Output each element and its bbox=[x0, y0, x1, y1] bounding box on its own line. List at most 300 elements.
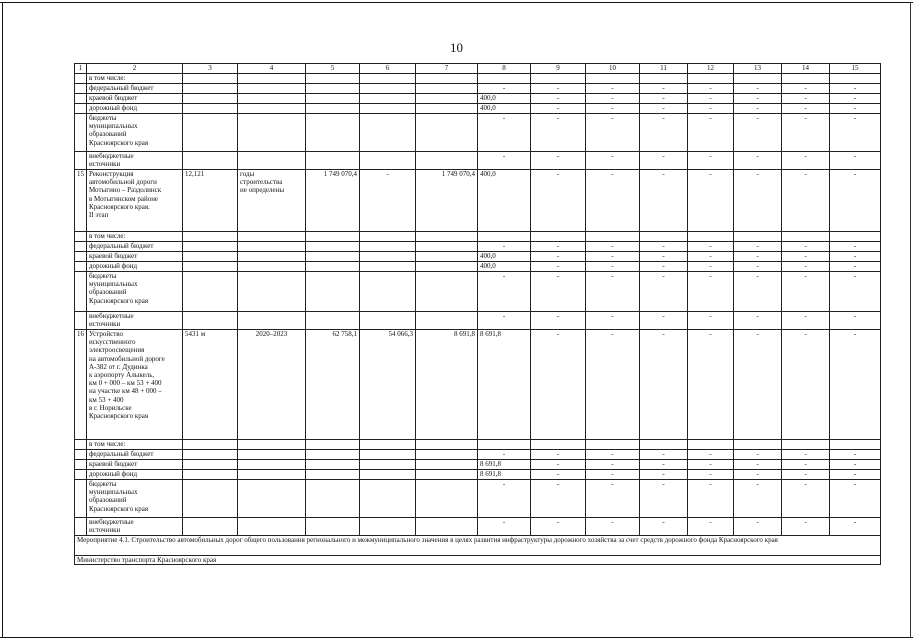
cell-col-3 bbox=[183, 84, 238, 94]
cell-col-13: - bbox=[734, 460, 782, 470]
cell-col-1 bbox=[75, 440, 87, 450]
cell-col-4 bbox=[238, 272, 306, 312]
cell-col-10: - bbox=[586, 152, 640, 170]
cell-col-7 bbox=[416, 312, 478, 330]
block16-regional-row bbox=[75, 460, 881, 470]
cell-col-5 bbox=[306, 114, 360, 152]
cell-col-13: - bbox=[734, 312, 782, 330]
cell-col-9: - bbox=[531, 330, 586, 440]
cell-col-6 bbox=[360, 74, 416, 84]
cell-col-2: краевой бюджет bbox=[87, 94, 183, 104]
block14-municipal-row bbox=[75, 114, 881, 152]
block15-federal-row bbox=[75, 242, 881, 252]
cell-col-11 bbox=[640, 440, 688, 450]
cell-col-11: - bbox=[640, 252, 688, 262]
cell-col-14: - bbox=[782, 450, 830, 460]
cell-col-13: - bbox=[734, 450, 782, 460]
cell-col-11: - bbox=[640, 470, 688, 480]
cell-col-3 bbox=[183, 114, 238, 152]
cell-col-14: - bbox=[782, 170, 830, 232]
cell-col-11: 11 bbox=[640, 64, 688, 74]
cell-col-8: - bbox=[478, 114, 531, 152]
block15-road-fund-row bbox=[75, 262, 881, 272]
cell-col-8: - bbox=[478, 450, 531, 460]
cell-col-6 bbox=[360, 262, 416, 272]
cell-col-13 bbox=[734, 440, 782, 450]
cell-col-13: - bbox=[734, 84, 782, 94]
cell-col-9: - bbox=[531, 262, 586, 272]
ministry-row bbox=[75, 556, 881, 565]
cell-col-6 bbox=[360, 104, 416, 114]
object-16-row bbox=[75, 330, 881, 440]
cell-col-9: - bbox=[531, 152, 586, 170]
cell-col-11: - bbox=[640, 152, 688, 170]
cell-col-11 bbox=[640, 74, 688, 84]
block15-offbudget-row bbox=[75, 312, 881, 330]
cell-col-6 bbox=[360, 114, 416, 152]
cell-col-1 bbox=[75, 152, 87, 170]
cell-col-8: 8 691,8 bbox=[478, 460, 531, 470]
cell-col-5 bbox=[306, 470, 360, 480]
cell-col-11: - bbox=[640, 242, 688, 252]
cell-col-12: - bbox=[688, 460, 734, 470]
cell-col-3 bbox=[183, 262, 238, 272]
cell-col-6 bbox=[360, 460, 416, 470]
cell-col-2: 2 bbox=[87, 64, 183, 74]
cell-col-13: - bbox=[734, 104, 782, 114]
cell-col-12: - bbox=[688, 262, 734, 272]
cell-col-12: - bbox=[688, 84, 734, 94]
cell-col-7 bbox=[416, 460, 478, 470]
cell-col-14: - bbox=[782, 272, 830, 312]
cell-col-12: 12 bbox=[688, 64, 734, 74]
cell-col-12: - bbox=[688, 94, 734, 104]
cell-col-9: - bbox=[531, 272, 586, 312]
cell-col-1 bbox=[75, 262, 87, 272]
cell-col-9: - bbox=[531, 242, 586, 252]
cell-col-2: внебюджетные источники bbox=[87, 518, 183, 536]
cell-col-10: - bbox=[586, 312, 640, 330]
cell-col-10: - bbox=[586, 480, 640, 518]
cell-col-9: - bbox=[531, 480, 586, 518]
cell-col-15 bbox=[830, 232, 881, 242]
cell-col-1: 16 bbox=[75, 330, 87, 440]
cell-col-4 bbox=[238, 480, 306, 518]
cell-col-12 bbox=[688, 440, 734, 450]
cell-col-4 bbox=[238, 94, 306, 104]
cell-col-6 bbox=[360, 84, 416, 94]
block16-federal-row bbox=[75, 450, 881, 460]
cell-col-5 bbox=[306, 518, 360, 536]
cell-col-3 bbox=[183, 252, 238, 262]
cell-col-15: - bbox=[830, 152, 881, 170]
cell-col-15: - bbox=[830, 84, 881, 94]
cell-col-9: - bbox=[531, 170, 586, 232]
cell-col-5: 1 749 070,4 bbox=[306, 170, 360, 232]
cell-col-8: - bbox=[478, 480, 531, 518]
cell-col-12: - bbox=[688, 252, 734, 262]
cell-col-7 bbox=[416, 252, 478, 262]
cell-col-14: - bbox=[782, 312, 830, 330]
cell-col-2: краевой бюджет bbox=[87, 252, 183, 262]
cell-col-10: - bbox=[586, 94, 640, 104]
cell-col-12: - bbox=[688, 242, 734, 252]
cell-col-15: - bbox=[830, 262, 881, 272]
cell-col-3 bbox=[183, 450, 238, 460]
header-row bbox=[75, 64, 881, 74]
cell-col-9 bbox=[531, 232, 586, 242]
cell-col-9: - bbox=[531, 114, 586, 152]
cell-col-3 bbox=[183, 440, 238, 450]
cell-col-1 bbox=[75, 242, 87, 252]
cell-col-4 bbox=[238, 252, 306, 262]
measure-row bbox=[75, 536, 881, 556]
cell-col-15: 15 bbox=[830, 64, 881, 74]
cell-col-4 bbox=[238, 312, 306, 330]
cell-col-5 bbox=[306, 272, 360, 312]
cell-col-15: - bbox=[830, 272, 881, 312]
cell-col-4 bbox=[238, 242, 306, 252]
cell-col-3 bbox=[183, 74, 238, 84]
cell-col-5 bbox=[306, 84, 360, 94]
cell-col-14: - bbox=[782, 470, 830, 480]
cell-col-6 bbox=[360, 518, 416, 536]
cell-col-15 bbox=[830, 74, 881, 84]
cell-col-1 bbox=[75, 84, 87, 94]
cell-col-6 bbox=[360, 470, 416, 480]
cell-col-7 bbox=[416, 104, 478, 114]
cell-col-2: внебюджетные источники bbox=[87, 152, 183, 170]
cell-col-4 bbox=[238, 114, 306, 152]
cell-col-1: 1 bbox=[75, 64, 87, 74]
cell-col-15: - bbox=[830, 170, 881, 232]
cell-col-9: - bbox=[531, 84, 586, 94]
cell-col-5 bbox=[306, 440, 360, 450]
cell-col-1 bbox=[75, 104, 87, 114]
cell-col-7: 8 691,8 bbox=[416, 330, 478, 440]
cell-col-12: - bbox=[688, 170, 734, 232]
cell-col-9: - bbox=[531, 252, 586, 262]
cell-col-9: 9 bbox=[531, 64, 586, 74]
block14-road-fund-row bbox=[75, 104, 881, 114]
cell-col-12: - bbox=[688, 152, 734, 170]
cell-col-3 bbox=[183, 232, 238, 242]
cell-col-10: - bbox=[586, 272, 640, 312]
cell-col-12: - bbox=[688, 114, 734, 152]
cell-col-15: - bbox=[830, 470, 881, 480]
cell-col-6: 6 bbox=[360, 64, 416, 74]
cell-col-5 bbox=[306, 104, 360, 114]
cell-col-10: - bbox=[586, 330, 640, 440]
cell-col-11: - bbox=[640, 114, 688, 152]
cell-col-13: - bbox=[734, 170, 782, 232]
cell-col-13: - bbox=[734, 114, 782, 152]
cell-col-4 bbox=[238, 262, 306, 272]
cell-col-1 bbox=[75, 518, 87, 536]
cell-col-8: 8 691,8 bbox=[478, 330, 531, 440]
cell-col-5 bbox=[306, 74, 360, 84]
cell-col-2: бюджеты муниципальных образований Красноярского края bbox=[87, 272, 183, 312]
cell-col-7: 1 749 070,4 bbox=[416, 170, 478, 232]
cell-col-2: в том числе: bbox=[87, 74, 183, 84]
cell-col-10: - bbox=[586, 242, 640, 252]
cell-col-6 bbox=[360, 450, 416, 460]
cell-col-4 bbox=[238, 74, 306, 84]
block14-incl-row bbox=[75, 74, 881, 84]
page-number: 10 bbox=[450, 40, 463, 55]
cell-col-13: - bbox=[734, 262, 782, 272]
cell-col-15: - bbox=[830, 312, 881, 330]
cell-col-15: - bbox=[830, 104, 881, 114]
cell-col-6 bbox=[360, 232, 416, 242]
block15-regional-row bbox=[75, 252, 881, 262]
cell-col-12 bbox=[688, 232, 734, 242]
cell-col-1 bbox=[75, 252, 87, 262]
cell-col-5 bbox=[306, 480, 360, 518]
cell-col-1 bbox=[75, 312, 87, 330]
cell-col-8: - bbox=[478, 152, 531, 170]
cell-col-8: 400,0 bbox=[478, 262, 531, 272]
cell-col-3 bbox=[183, 460, 238, 470]
cell-col-12: - bbox=[688, 330, 734, 440]
cell-col-1 bbox=[75, 470, 87, 480]
cell-col-15: - bbox=[830, 480, 881, 518]
scan-border-left bbox=[2, 2, 3, 638]
cell-col-2: внебюджетные источники bbox=[87, 312, 183, 330]
block16-road-fund-row bbox=[75, 470, 881, 480]
block14-federal-row bbox=[75, 84, 881, 94]
cell-col-2: Реконструкция автомобильной дороги Мотыгино – Раздолинск в Мотыгинском районе Красноярского края. II этап bbox=[87, 170, 183, 232]
cell-col-9: - bbox=[531, 470, 586, 480]
block14-offbudget-row bbox=[75, 152, 881, 170]
cell-col-7 bbox=[416, 232, 478, 242]
cell-col-10: - bbox=[586, 450, 640, 460]
cell-col-14: - bbox=[782, 518, 830, 536]
scan-border-top bbox=[0, 2, 913, 3]
cell-col-2: дорожный фонд bbox=[87, 470, 183, 480]
cell-col-15: - bbox=[830, 242, 881, 252]
cell-col-3 bbox=[183, 94, 238, 104]
cell-col-8: 400,0 bbox=[478, 252, 531, 262]
cell-col-11: - bbox=[640, 312, 688, 330]
cell-col-1 bbox=[75, 272, 87, 312]
cell-col-14: - bbox=[782, 480, 830, 518]
cell-col-7 bbox=[416, 480, 478, 518]
cell-col-9 bbox=[531, 74, 586, 84]
cell-col-6: 54 066,3 bbox=[360, 330, 416, 440]
cell-col-8: 8 bbox=[478, 64, 531, 74]
cell-col-11: - bbox=[640, 460, 688, 470]
cell-col-2: федеральный бюджет bbox=[87, 242, 183, 252]
cell-col-2: в том числе: bbox=[87, 232, 183, 242]
cell-col-5 bbox=[306, 460, 360, 470]
cell-col-14: - bbox=[782, 262, 830, 272]
cell-col-9: - bbox=[531, 460, 586, 470]
cell-col-3 bbox=[183, 312, 238, 330]
cell-col-10: - bbox=[586, 518, 640, 536]
cell-col-5: 5 bbox=[306, 64, 360, 74]
cell-col-8: 8 691,8 bbox=[478, 470, 531, 480]
cell-col-13: 13 bbox=[734, 64, 782, 74]
cell-col-4 bbox=[238, 518, 306, 536]
cell-col-13: - bbox=[734, 152, 782, 170]
cell-col-12: - bbox=[688, 470, 734, 480]
cell-col-5: 62 758,1 bbox=[306, 330, 360, 440]
cell-col-6 bbox=[360, 252, 416, 262]
cell-col-8 bbox=[478, 74, 531, 84]
cell-col-12: - bbox=[688, 272, 734, 312]
cell-col-14: - bbox=[782, 330, 830, 440]
cell-col-11: - bbox=[640, 518, 688, 536]
cell-col-11 bbox=[640, 232, 688, 242]
cell-col-13: - bbox=[734, 242, 782, 252]
cell-col-15: - bbox=[830, 94, 881, 104]
cell-col-10 bbox=[586, 74, 640, 84]
cell-col-10: - bbox=[586, 262, 640, 272]
cell-col-10: - bbox=[586, 84, 640, 94]
cell-col-14: - bbox=[782, 252, 830, 262]
cell-col-8 bbox=[478, 232, 531, 242]
cell-col-8: - bbox=[478, 312, 531, 330]
cell-col-1 bbox=[75, 460, 87, 470]
cell-col-1 bbox=[75, 114, 87, 152]
cell-col-2: бюджеты муниципальных образований Красноярского края bbox=[87, 114, 183, 152]
cell-col-6 bbox=[360, 242, 416, 252]
cell-col-6 bbox=[360, 440, 416, 450]
cell-col-10: - bbox=[586, 252, 640, 262]
cell-col-14: - bbox=[782, 152, 830, 170]
cell-col-1: 15 bbox=[75, 170, 87, 232]
block16-municipal-row bbox=[75, 480, 881, 518]
cell-col-7 bbox=[416, 94, 478, 104]
cell-col-14: 14 bbox=[782, 64, 830, 74]
cell-col-6 bbox=[360, 94, 416, 104]
scan-border-right bbox=[910, 2, 911, 638]
cell-col-15: - bbox=[830, 330, 881, 440]
cell-col-4 bbox=[238, 104, 306, 114]
cell-col-13: - bbox=[734, 252, 782, 262]
cell-col-8: - bbox=[478, 242, 531, 252]
cell-col-5 bbox=[306, 232, 360, 242]
cell-col-10: - bbox=[586, 170, 640, 232]
cell-col-12: - bbox=[688, 104, 734, 114]
cell-col-5 bbox=[306, 152, 360, 170]
cell-col-11: - bbox=[640, 262, 688, 272]
cell-col-7 bbox=[416, 470, 478, 480]
cell-col-8 bbox=[478, 440, 531, 450]
cell-col-10: - bbox=[586, 470, 640, 480]
cell-col-1 bbox=[75, 232, 87, 242]
cell-col-1 bbox=[75, 480, 87, 518]
cell-col-1 bbox=[75, 74, 87, 84]
cell-col-1 bbox=[75, 94, 87, 104]
block16-incl-row bbox=[75, 440, 881, 450]
scan-border-bottom bbox=[0, 637, 913, 638]
cell-col-3 bbox=[183, 518, 238, 536]
cell-col-11: - bbox=[640, 104, 688, 114]
block16-offbudget-row bbox=[75, 518, 881, 536]
cell-col-12: - bbox=[688, 450, 734, 460]
program-table bbox=[74, 63, 881, 565]
cell-col-8: 400,0 bbox=[478, 94, 531, 104]
cell-col-2: Устройство искусственного электроосвещения на автомобильной дороге А-382 от г. Дудинка к аэропорту Алыкель, км 0 + 000 – км 53 + 400 на участке км 48 + 000 – км 53 + 400 в г. Норильске Красноярского края bbox=[87, 330, 183, 440]
cell-col-5 bbox=[306, 450, 360, 460]
cell-col-5 bbox=[306, 262, 360, 272]
cell-col-4: 2020–2023 bbox=[238, 330, 306, 440]
block15-incl-row bbox=[75, 232, 881, 242]
cell-col-6: - bbox=[360, 170, 416, 232]
cell-col-4 bbox=[238, 450, 306, 460]
cell-col-10 bbox=[586, 232, 640, 242]
cell-col-7 bbox=[416, 450, 478, 460]
cell-col-3 bbox=[183, 272, 238, 312]
cell-col-2: дорожный фонд bbox=[87, 104, 183, 114]
cell-col-1: Министерство транспорта Красноярского края bbox=[75, 556, 881, 565]
cell-col-15: - bbox=[830, 518, 881, 536]
cell-col-7: 7 bbox=[416, 64, 478, 74]
cell-col-4 bbox=[238, 460, 306, 470]
cell-col-4: 4 bbox=[238, 64, 306, 74]
cell-col-4 bbox=[238, 470, 306, 480]
cell-col-3 bbox=[183, 242, 238, 252]
cell-col-14: - bbox=[782, 94, 830, 104]
cell-col-2: федеральный бюджет bbox=[87, 450, 183, 460]
cell-col-9: - bbox=[531, 518, 586, 536]
cell-col-12: - bbox=[688, 312, 734, 330]
block14-regional-row bbox=[75, 94, 881, 104]
cell-col-1 bbox=[75, 450, 87, 460]
cell-col-15: - bbox=[830, 460, 881, 470]
cell-col-14: - bbox=[782, 114, 830, 152]
cell-col-15: - bbox=[830, 114, 881, 152]
cell-col-14 bbox=[782, 232, 830, 242]
cell-col-3 bbox=[183, 480, 238, 518]
cell-col-10: 10 bbox=[586, 64, 640, 74]
cell-col-2: дорожный фонд bbox=[87, 262, 183, 272]
cell-col-11: - bbox=[640, 94, 688, 104]
cell-col-2: федеральный бюджет bbox=[87, 84, 183, 94]
cell-col-5 bbox=[306, 242, 360, 252]
cell-col-2: в том числе: bbox=[87, 440, 183, 450]
cell-col-3: 3 bbox=[183, 64, 238, 74]
cell-col-14: - bbox=[782, 460, 830, 470]
cell-col-7 bbox=[416, 242, 478, 252]
cell-col-9: - bbox=[531, 312, 586, 330]
cell-col-7 bbox=[416, 272, 478, 312]
cell-col-5 bbox=[306, 252, 360, 262]
cell-col-15 bbox=[830, 440, 881, 450]
cell-col-13: - bbox=[734, 518, 782, 536]
cell-col-6 bbox=[360, 272, 416, 312]
cell-col-11: - bbox=[640, 480, 688, 518]
cell-col-5 bbox=[306, 94, 360, 104]
cell-col-9: - bbox=[531, 94, 586, 104]
cell-col-14: - bbox=[782, 242, 830, 252]
cell-col-13 bbox=[734, 74, 782, 84]
cell-col-12: - bbox=[688, 480, 734, 518]
cell-col-9: - bbox=[531, 104, 586, 114]
cell-col-6 bbox=[360, 312, 416, 330]
cell-col-13: - bbox=[734, 330, 782, 440]
cell-col-10: - bbox=[586, 460, 640, 470]
cell-col-4 bbox=[238, 152, 306, 170]
cell-col-13: - bbox=[734, 470, 782, 480]
cell-col-13: - bbox=[734, 94, 782, 104]
cell-col-15: - bbox=[830, 450, 881, 460]
cell-col-7 bbox=[416, 440, 478, 450]
cell-col-2: краевой бюджет bbox=[87, 460, 183, 470]
cell-col-3 bbox=[183, 470, 238, 480]
